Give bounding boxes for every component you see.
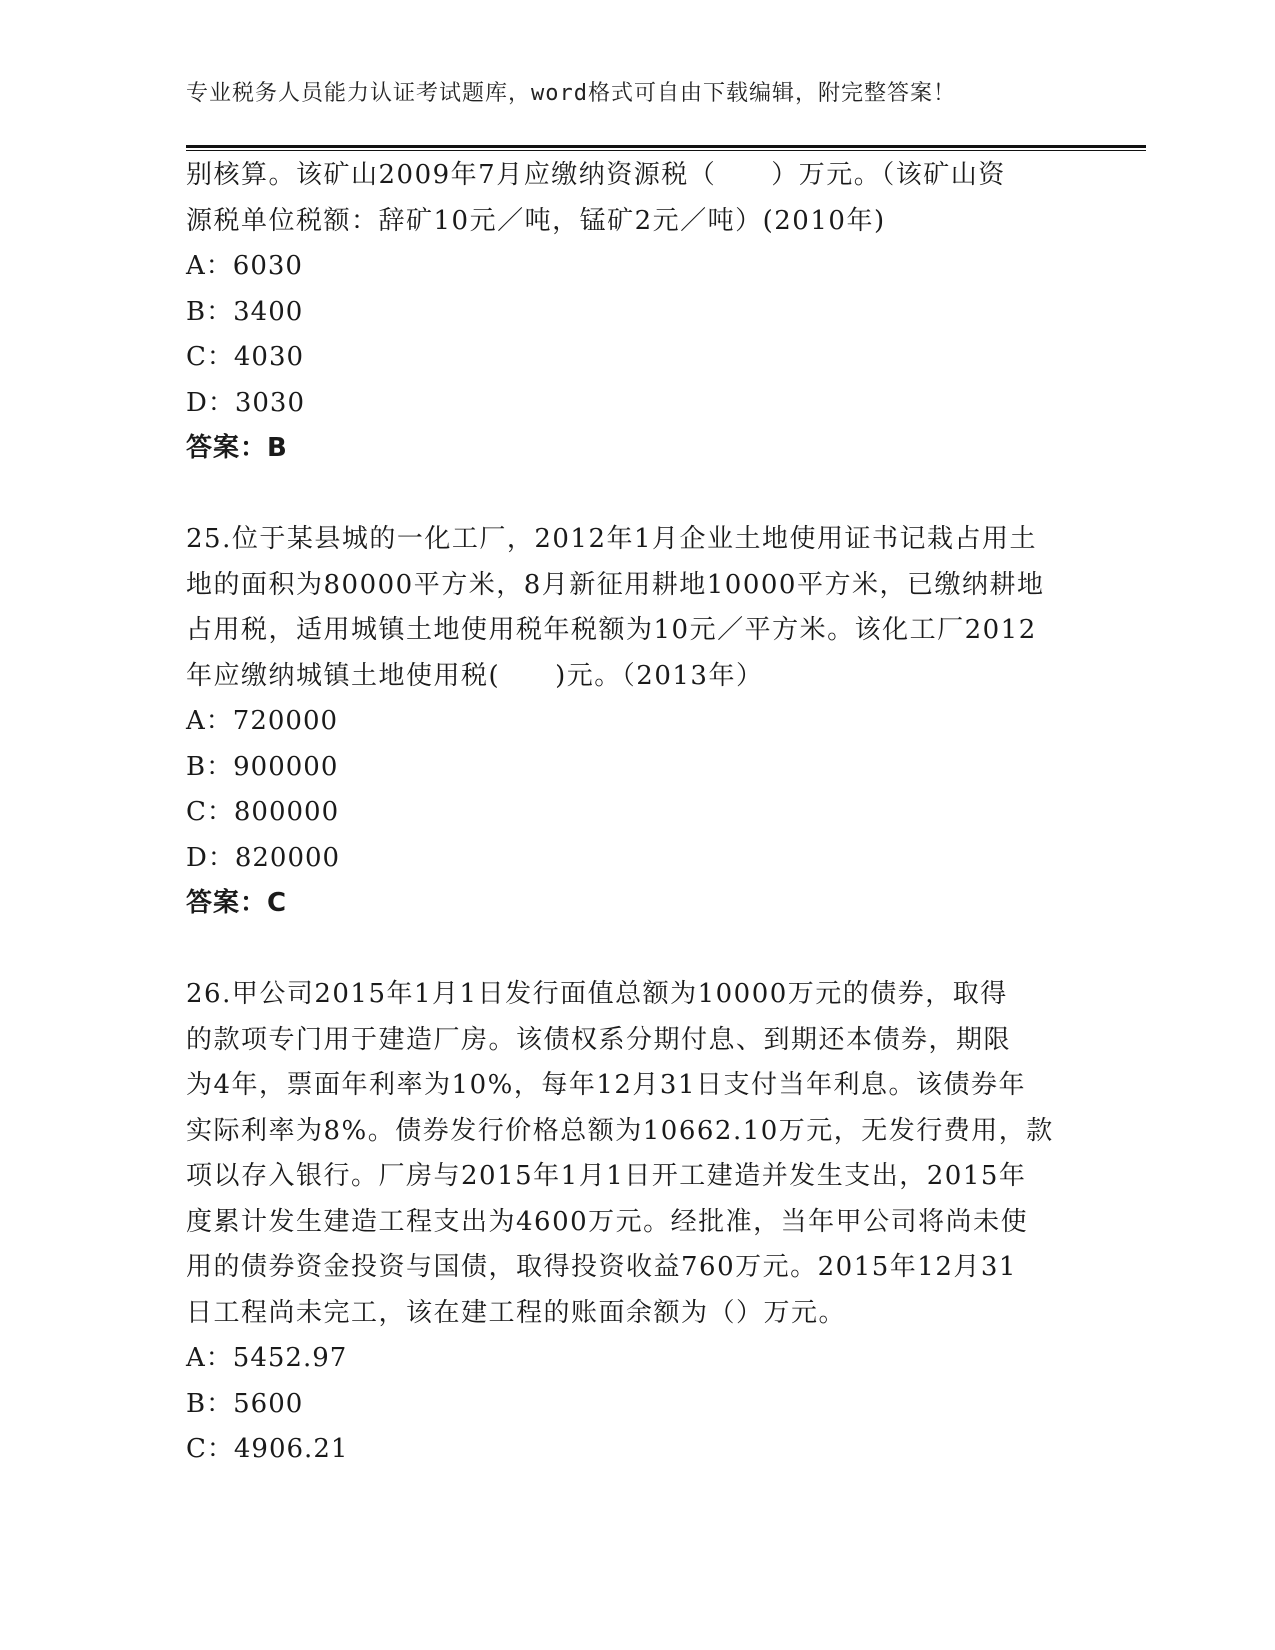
option-d: D：3030 [186, 387, 306, 418]
option-a: A：6030 [186, 251, 303, 281]
question-stem-line: 26.甲公司2015年1月1日发行面值总额为10000万元的债券，取得 [186, 979, 1008, 1009]
option-a: A：5452.97 [186, 1343, 348, 1373]
question-25 [186, 517, 1086, 927]
option-b: B：3400 [186, 296, 304, 327]
answer-label: 答案：C [186, 888, 288, 918]
option-b: B：900000 [186, 751, 339, 782]
option-b: B：5600 [186, 1388, 304, 1419]
option-c: C：800000 [186, 797, 340, 827]
option-c: C：4906.21 [186, 1434, 349, 1464]
header-divider [186, 145, 1146, 151]
question-stem-line: 项以存入银行。厂房与2015年1月1日开工建造并发生支出，2015年 [186, 1161, 1027, 1191]
option-c: C：4030 [186, 342, 305, 372]
question-stem-line: 年应缴纳城镇土地使用税( )元。（2013年） [186, 660, 764, 691]
question-stem-line: 别核算。该矿山2009年7月应缴纳资源税（ ）万元。（该矿山资 [186, 160, 1006, 190]
answer-label: 答案：B [186, 433, 288, 463]
question-stem-line: 度累计发生建造工程支出为4600万元。经批准，当年甲公司将尚未使 [186, 1206, 1029, 1237]
question-stem-line: 占用税，适用城镇土地使用税年税额为10元／平方米。该化工厂2012 [186, 615, 1037, 645]
question-stem-line: 地的面积为80000平方米，8月新征用耕地10000平方米，已缴纳耕地 [186, 569, 1045, 600]
option-d: D：820000 [186, 842, 341, 873]
question-stem-line: 25.位于某县城的一化工厂，2012年1月企业土地使用证书记栽占用土 [186, 524, 1038, 554]
question-stem-line: 日工程尚未完工，该在建工程的账面余额为（）万元。 [186, 1297, 847, 1328]
question-stem-line: 的款项专门用于建造厂房。该债权系分期付息、到期还本债券，期限 [186, 1024, 1012, 1055]
question-26 [186, 972, 1086, 1473]
spacer [186, 927, 1086, 973]
question-stem-line: 实际利率为8%。债券发行价格总额为10662.10万元，无发行费用，款 [186, 1115, 1054, 1146]
question-24 [186, 153, 1086, 472]
page-header: 专业税务人员能力认证考试题库，word格式可自由下载编辑，附完整答案！ [186, 81, 956, 106]
question-stem-line: 用的债券资金投资与国债，取得投资收益760万元。2015年12月31 [186, 1252, 1017, 1282]
document-body [186, 153, 1086, 1473]
option-a: A：720000 [186, 706, 339, 736]
question-stem-line: 为4年，票面年利率为10%，每年12月31日支付当年利息。该债券年 [186, 1070, 1026, 1100]
question-stem-line: 源税单位税额：辞矿10元／吨，锰矿2元／吨）(2010年) [186, 205, 886, 236]
spacer [186, 472, 1086, 518]
